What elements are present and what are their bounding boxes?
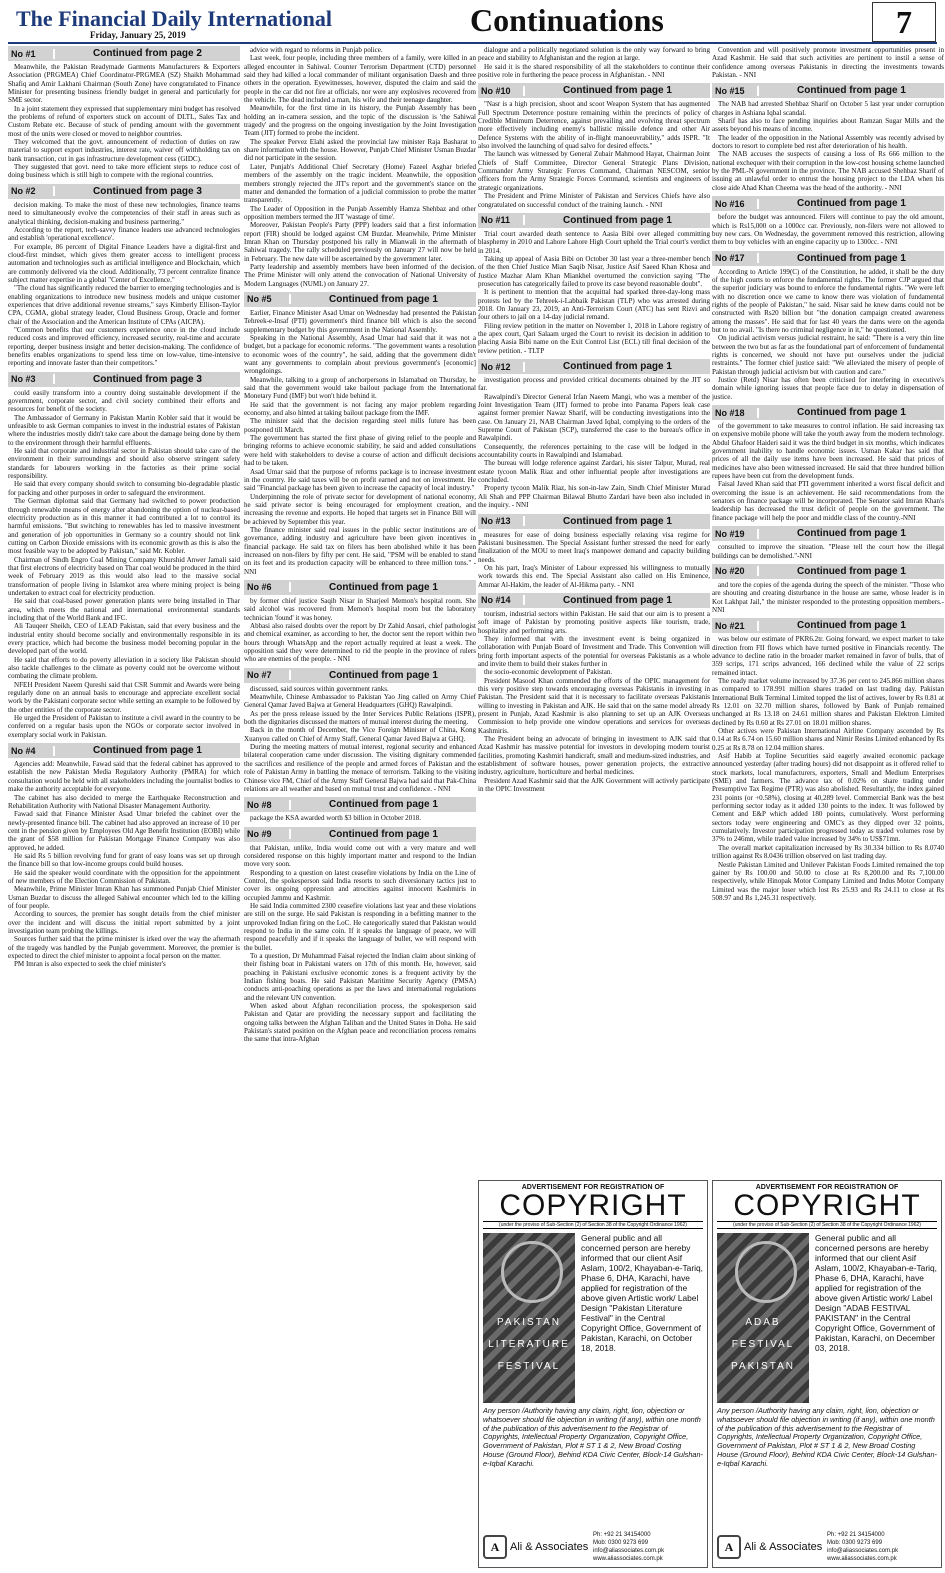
ad-heading: ADVERTISEMENT FOR REGISTRATION OF	[521, 1184, 665, 1191]
article-paragraph: The ready market volume increased by 37.36 per cent to 245.866 million shares as compared to 178.991 million shares traded on last trading day. Pakistan International Bulk Terminal Limited topped the list of actives, lower by Rs 0.81 at Rs 12.01 on 32.70 million shares, followed by Bank of Punjab remained unchanged at Rs 13.18 on 24.61 million shares and Pakistan Elektron Limited declined by Rs 0.60 at Rs 27.01 on 18.01 million shares.	[712, 676, 944, 727]
continued-heading: Continued from page 1	[797, 620, 906, 632]
article-paragraph: Trial court awarded death sentence to Aasia Bibi over alleged committing blasphemy in 2010 and Lahore Lahore High Court upheld the Trial court's verdict in 2014.	[478, 229, 710, 255]
continued-heading: Continued from page 1	[93, 745, 202, 757]
article-number: No #14	[478, 595, 525, 605]
continued-heading: Continued from page 1	[797, 85, 906, 97]
article-paragraph: Meanwhile, talking to a group of anchorpersons in Islamabad on Thursday, he said that the government would take bailout package from the International Monetary Fund (IMF) but won't hide behind it.	[244, 375, 476, 401]
article-paragraph: He said India committed 2300 ceasefire violations last year and these violations are still on the surge. He said Pakistan is responding in a befitting manner to the unprovoked Indian firing on the LoC. He categorically stated that Pakistan would respond to India in the same coin. If it speaks the language of peace, we will respond peacefully and if it speaks the language of bullet, we will respond with the bullet.	[244, 901, 476, 952]
contact-line: info@aliassociates.com.pk	[593, 1548, 665, 1554]
ad-body	[483, 1233, 703, 1403]
article-paragraph: On his part, Iraq's Minister of Labour expressed his willingness to mutually work towards this end. The Special Assistant also called on His Eminence, Ammar Al-Hakim, the leader of Al-Hikma party. - NNI	[478, 563, 710, 589]
article-paragraph: Other actives were Pakistan International Airline Company ascended by Rs 0.14 at Rs 6.74 on 15.60 million shares and Nimir Resins Limited enhanced by Rs 0.25 at Rs 8.78 on 12.04 million shares.	[712, 727, 944, 752]
continued-heading: Continued from page 3	[93, 373, 202, 385]
article-paragraph: was below our estimate of PKR6.2tr. Going forward, we expect market to take direction from FII flows which have turned positive in Financials recently. The advance to decline ratio in the broader market remained in favor of bulls, that of 359 scrips, 171 scrips advanced, 166 declined while the value of 22 scrips remained intact.	[712, 635, 944, 677]
continued-heading: Continued from page 1	[797, 565, 906, 577]
article-paragraph: by former chief justice Saqib Nisar in Sharjeel Memon's hospital room. She said alcohol was recovered from Memon's hospital room but the laboratory technician 'found' it was honey.	[244, 596, 476, 622]
continued-heading: Continued from page 1	[797, 252, 906, 264]
poster-text: LITERATURE	[488, 1339, 570, 1350]
ad-footer	[483, 1531, 703, 1563]
article-paragraph: He said it is the shared responsibility of all the stakeholders to continue their positive role in furthering the peace process in Afghanistan. - NNI	[478, 62, 710, 80]
article-paragraph: "The cloud has significantly reduced the barrier to emerging technologies and is enabling organizations to introduce new business models and unique customer experiences that drive additional revenue streams," says Kimberly Ellison-Taylor CPA, CGMA, global strategy leader, Cloud Business Group, Oracle and former chair of the Association and the American Institute of CPAs (AICPA).	[8, 284, 240, 326]
article-number: No #2	[8, 186, 55, 196]
article-paragraph: He said that every company should switch to consuming bio-degradable plastic for packing and other purposes in order to safeguard the environment.	[8, 480, 240, 497]
article	[712, 83, 944, 192]
article-paragraph: He said that the government is not facing any major problem regarding economy, and also hinted at taking bailout package from the IMF.	[244, 400, 476, 418]
contact-line: www.aliassociates.com.pk	[593, 1556, 663, 1562]
article-number: No #3	[8, 374, 55, 384]
article-paragraph: Meanwhile, Chinese Ambassador to Pakistan Yao Jing called on Army Chief General Qamar Javed Bajwa at General Headquarters (GHQ) Rawalpindi.	[244, 693, 476, 710]
article-paragraph: The Ambassador of Germany in Pakistan Martin Kobler said that it would be unfeasible to ask German companies to invest in the industrial estates of Pakistan where the industries mostly didn't take care about the damage being done by them to the environment through their harmful effluents.	[8, 413, 240, 447]
copyright-title: COPYRIGHT	[733, 1189, 921, 1222]
article-paragraph: The Leader of Opposition in the Punjab Assembly Hamza Shehbaz and other opposition members termed the JIT 'wastage of time'.	[244, 204, 476, 221]
article	[244, 668, 476, 793]
article-header	[8, 184, 240, 199]
article	[244, 827, 476, 1044]
article-paragraph: before the budget was announced. Filers will continue to pay the old amount, which is Rs15,000 on a 1000cc car. Previously, non-filers were not allowed to buy new cars. On Wednesday, the government removed this restriction, allowing them to buy vehicles with an engine capacity up to 1300cc. - NNI	[712, 213, 944, 247]
article-number: No #8	[244, 800, 291, 810]
article	[8, 743, 240, 969]
article-header	[712, 405, 944, 420]
page-number: 7	[872, 2, 936, 42]
article-number: No #1	[8, 49, 55, 59]
continued-heading: Continued from page 1	[329, 293, 438, 305]
article-paragraph: They suggested that govt. need to take more efficient steps to reduce cost of doing business which is still high to compete with the regional countries.	[8, 163, 240, 180]
article-paragraph: could easily transform into a country doing sustainable development if the government, corporate sector, and civil society combined their efforts and resources for benefit of the society.	[8, 388, 240, 414]
article-header	[712, 251, 944, 266]
article-number: No #20	[712, 566, 759, 576]
article	[244, 797, 476, 822]
article-paragraph: dialogue and a politically negotiated solution is the only way forward to bring peace and stability to Afghanistan and the region at large.	[478, 46, 710, 63]
article-paragraph: Chairman of Sindh Engro Coal Mining Company Khurshid Anwer Jamali said that first electrons of electricity based on Thar coal would be produced in the third week of February 2019 as this would also lead to the massive social transformation of people living in Islamkot area where mining project is being undertaken to extract coal for electricity production.	[8, 555, 240, 597]
article-paragraph: He urged the President of Pakistan to institute a civil award in the country to be conferred on a regular basis upon the NGOs or corporate sector involved in exemplary social work in Pakistan.	[8, 714, 240, 739]
article-header	[244, 292, 476, 307]
continued-heading: Continued from page 1	[563, 515, 672, 527]
article-paragraph: Rawalpindi's Director General Irfan Naeem Mangi, who was a member of the Joint Investigation Team (JIT) formed to probe into Panama Papers leak case against former premier Nawaz Sharif, will be conducting investigations into the case. On January 21, NAB Chairman Javed Iqbal, complying to the orders of the Supreme Court of Pakistan (SCP), transferred the case to the bureau's office in Rawalpindi.	[478, 392, 710, 443]
article-paragraph: The speaker Pervez Elahi asked the provincial law minister Raja Basharat to share information with the house. However, Punjab Chief Minister Usman Buzdar did not participate in the session.	[244, 137, 476, 163]
article-paragraph: President Masood Khan commended the efforts of the OPIC management for this very positive step towards encouraging overseas Pakistanis in investing in Pakistan. The President said that it is necessary to facilitate overseas Pakistanis willing to investing in Pakistan and AJK. He said that on the same model already present in Punjab, Azad Kashmir is also planning to set up an AJK Overseas Commission to help provide one window operations and services for overseas Kashmiris.	[478, 676, 710, 735]
contact-line: info@aliassociates.com.pk	[827, 1548, 899, 1554]
article-paragraph: Sources further said that the prime minister is irked over the way the aftermath of the tragedy was handled by the Punjab government. Moreover, the premier is expected to direct the chief minister to appoint a focal person on the matter.	[8, 935, 240, 961]
article-paragraph: The leader of the opposition in the National Assembly was recently advised by doctors to resort to complete bed rest after deterioration of his health.	[712, 133, 944, 151]
contact-line: Mob: 0300 9273 699	[593, 1540, 649, 1546]
article-number: No #6	[244, 582, 291, 592]
article-paragraph: Filing review petition in the matter on November 1, 2018 in Lahore registry of the apex court, Qari Salaam urged the Court to revisit its decision in addition to placing Aasia Bibi name on the Exit Control List (ECL) till final decision of the review petition. - TLTP	[478, 321, 710, 355]
masthead-rule	[8, 42, 937, 44]
article-paragraph: He said that corporate and industrial sector in Pakistan should take care of the environment in their surroundings and should also observe stringent safety standards for labourers working in the factories as their prime social responsibility.	[8, 447, 240, 481]
article-paragraph: Asad Umar said that the purpose of reforms package is to increase investment in the country. He said taxes will be on profit earned and not on investment. He said "Financial package has been given to increase the capacity of local industry."	[244, 467, 476, 493]
article-paragraph: Consequently, the references pertaining to the case will be lodged in the accountability courts in Rawalpindi and Islamabad.	[478, 442, 710, 460]
article-number: No #17	[712, 253, 759, 263]
ad-body	[717, 1233, 937, 1403]
continued-heading: Continued from page 1	[329, 581, 438, 593]
article	[478, 83, 710, 208]
article-paragraph: He said Rs 5 billion revolving fund for grant of easy loans was set up through the finance bill so that low-income groups could build houses.	[8, 851, 240, 869]
article-paragraph: Meanwhile, Prime Minister Imran Khan has summoned Punjab Chief Minister Usman Buzdar to discuss the alleged Sahiwal encounter which led to the killing of four people.	[8, 885, 240, 910]
ad-legal-line: (under the proviso of Sub-Section (2) of Section 38 of the Copyright Ordinance 1962)	[483, 1221, 703, 1229]
article-paragraph: investigation process and provided critical documents obtained by the JIT so far.	[478, 376, 710, 393]
article-number: No #4	[8, 746, 55, 756]
article-paragraph: "Common benefits that our customers experience once in the cloud include reduced costs and improved efficiency, increased security, real-time and accurate reporting, deeper business insight and better decision-making. The confidence of benefits enables organizations to spend less time on low-value, time-intensive reporting and innovate faster than their competitors."	[8, 325, 240, 368]
continued-heading: Continued from page 1	[329, 669, 438, 681]
article	[244, 46, 476, 288]
copyright-ad-1	[478, 1180, 708, 1568]
article-header	[478, 593, 710, 608]
article-paragraph: He said the speaker would coordinate with the opposition for the appointment of new members of the Election Commission of Pakistan.	[8, 868, 240, 885]
firm-contacts	[827, 1531, 937, 1563]
firm-name: Ali & Associates	[510, 1540, 589, 1553]
firm-logo	[483, 1535, 593, 1559]
article-paragraph: The minister said that the decision regarding steel mills future has been postponed till March.	[244, 417, 476, 434]
article-paragraph: of the government to take measures to control inflation. He said increasing tax on expensive mobile phone will take the youth away from the modern technology. Abdul Ghafoor Haideri said it was the third budget in six months, which indicates government inability to handle economic issues. Usman Kakar has said that prices of all the daily use items have been increased. He said that prices of medicines have also been witnessed increased. He said that three hundred billion rupees have been cut from the development funds.	[712, 422, 944, 481]
article-paragraph: To a question, Dr Muhammad Faisal rejected the Indian claim about sinking of their fishing boat in Pakistani waters on 17th of this month. He, however, said poaching in Pakistani exclusive economic zones is a frequent activity by the Indian fishing boats. He said Pakistan Maritime Security Agency (PMSA) conducts anti-poaching operations as per the laws and international regulations and the relevant UN convention.	[244, 952, 476, 1002]
article-paragraph: The NAB accuses the suspects of causing a loss of Rs 666 million to the national exchequer with their corruption in the low-cost housing scheme launched by the PML-N government in the province. The NAB accused Shehbaz Sharif of issuing an unlawful order to entrust the housing project to the LDA when his close aide Ahad Khan Cheema was the head of the authority. - NNI	[712, 150, 944, 192]
article-paragraph: As per the press release issued by the Inter Services Public Relations (ISPR), both the dignitaries discussed the matters of mutual interest during the meeting.	[244, 709, 476, 727]
article-number: No #16	[712, 199, 759, 209]
ad-objection-text: Any person /Authority having any claim, right, lion, objection or whatsoever should file objection in writing (if any), within one month of the publication of this advertisement to the Registrar of Copyrights, Intellectual Property Organization, Copyright Office, Government of Pakistan, Plot # ST 1 & 2, New Broad Costing House (Ground Floor), Behind KDA Civic Center, Block-14 Gulshan-e-Iqbal Karachi.	[483, 1406, 703, 1468]
article-paragraph: The President being an advocate of bringing in investment to AJK said that Azad Kashmir has massive potential for investors in developing modern tourist facilities, promoting Kashmiri handicraft, small and medium-sized industries, and establishment of software houses, power generation projects, the extractive industry, agriculture, horticulture and herbal medicines.	[478, 735, 710, 777]
column-2	[244, 46, 476, 1566]
article-header	[8, 372, 240, 387]
continued-heading: Continued from page 1	[563, 85, 672, 97]
article-paragraph: Earlier, Finance Minister Asad Umar on Wednesday had presented the Pakistan Tehreek-e-Insaf (PTI) government's third finance bill which is also the second supplementary budget by this government in the National Assembly.	[244, 308, 476, 334]
poster-text: FESTIVAL	[731, 1339, 795, 1350]
contact-line: Ph: +92 21 34154000	[593, 1532, 651, 1538]
article-header	[478, 514, 710, 529]
article-paragraph: Fawad said that Finance Minister Asad Umar briefed the cabinet over the newly-presented finance bill. The cabinet had also approved an increase of 10 per cent in the pension given by Employees Old Age Benefit Institution (EOBI) while the grant of $58 million for Pakistan Mortgage Finance Company was also approved, he added.	[8, 810, 240, 852]
poster-emblem-icon	[735, 1241, 797, 1303]
article	[8, 184, 240, 368]
article-paragraph: According to sources, the premier has sought details from the chief minister over the incident and will discuss the initial report submitted by a joint investigation team probing the killings.	[8, 910, 240, 935]
article-number: No #15	[712, 86, 759, 96]
article-header	[244, 827, 476, 842]
article-paragraph: Abbasi also raised doubts over the report by Dr Zahid Ansari, chief pathologist and chemical examiner, as according to her, the doctor sent the report within two hours through WhatsApp and the report actually required at least a week. The opposition said they were determined to rid the people in the province of rulers who are enemies of the people. - NNI	[244, 622, 476, 664]
article-paragraph: Property tycoon Malik Riaz, his son-in-law Zain, Sindh Chief Minister Murad Ali Shah and PPP Chairman Bilawal Bhutto Zardari have been also included in the inquiry. - NNI	[478, 484, 710, 510]
article-paragraph: package the KSA awarded worth $3 billion in October 2018.	[250, 814, 422, 823]
article-paragraph: During the meeting matters of mutual interest, regional security and enhanced bilateral cooperation came under discussion. The visiting dignitary commended the sacrifices and resilience of the people and armed forces of Pakistan and the role of Pakistan Army in battling the menace of terrorism. Talking to the visiting Chinese vice FM, Chief of the Army Staff General Bajwa had said that Pak-China relations are all weather and based on mutual trust and confidence. - NNI	[244, 743, 476, 793]
article-number: No #18	[712, 408, 759, 418]
article-paragraph: discussed, said sources within government ranks.	[250, 684, 389, 693]
article-paragraph: Responding to a question on latest ceasefire violations by India on the Line of Control, the spokesperson said India resorts to such diversionary tactics just to cover its ongoing oppression and atrocities against innocent Kashmiris in occupied Jammu and Kashmir.	[244, 868, 476, 902]
article-number: No #9	[244, 829, 291, 839]
article-paragraph: that Pakistan, unlike, India would come out with a very mature and well considered response on this highly important matter and respond to the Indian move very soon.	[244, 843, 476, 869]
poster-text: FESTIVAL	[497, 1361, 561, 1372]
festival-poster-image	[483, 1233, 575, 1403]
article-paragraph: He said that efforts to do poverty alleviation in a society like Pakistan should also tackle challenges to the climate as poverty could not be overcome without combating the climate problem.	[8, 655, 240, 681]
continued-heading: Continued from page 1	[797, 407, 906, 419]
article-header	[712, 83, 944, 98]
article-paragraph: Nestle Pakistan Limited and Unilever Pakistan Foods Limited remained the top gainer by Rs 100.00 and 50.00 to close at Rs 8,200.00 and Rs 7,100.00 respectively, while Hinopak Motor Company Limited and Indus Motor Company Limited was the major loser which lost Rs 25.93 and Rs 24.11 to close at Rs 508.97 and Rs 1,245.31 respectively.	[712, 860, 944, 902]
article-header	[712, 196, 944, 211]
article-paragraph: For example, 86 percent of Digital Finance Leaders have a digital-first and cloud-first mindset, which gives them greater access to intelligent process automation and technologies such as artificial intelligence and Blockchain, which are commonly delivered via the cloud. Additionally, 73 percent centralize finance subject matter expertise in a global "Center of Excellence."	[8, 242, 240, 284]
article-paragraph: Back in the month of December, the Vice Foreign Minister of China, Kong Xuanyou called on Chief of Army Staff, General Qamar Javed Bajwa at GHQ.	[244, 726, 476, 743]
article-paragraph: Party leadership and assembly members have been informed of the decision. The Prime Minister will only attend the convocation of National University of Modern Languages (NUML) on January 27.	[244, 262, 476, 288]
article-number: No #13	[478, 516, 525, 526]
article-paragraph: Agencies add: Meanwhile, Fawad said that the federal cabinet has approved to establish the new Pakistan Media Regulatory Authority (PMRA) for which consultation would be held with all stakeholders including the journalist bodies to make the authority acceptable for everyone.	[8, 760, 240, 794]
continued-heading: Continued from page 1	[563, 594, 672, 606]
festival-poster-image	[717, 1233, 809, 1403]
article-paragraph: Justice (Retd) Nisar has often been criticised for interfering in executive's domain while ignoring issues that people face due to delay in dispensation of justice.	[712, 376, 944, 401]
article	[712, 526, 944, 560]
copyright-ad-2	[712, 1180, 942, 1568]
article-paragraph: Convention and will positively promote investment opportunities present in Azad Kashmir. He said that such activities are pertinent to instil a sense of confidence among overseas Pakistanis in directing the investments towards Pakistan. - NNI	[712, 46, 944, 80]
article-paragraph: The bureau will lodge reference against Zardari, his sister Talpur, Murad, real estate tycoon Malik Riaz and other influential people after investigations are concluded.	[478, 459, 710, 485]
contact-line: Mob: 0300 9273 699	[827, 1540, 883, 1546]
article-paragraph: decision making. To make the most of these new technologies, finance teams need to simultaneously evolve the competencies of their staff in areas such as analytical thinking, decision-making and business partnering."	[8, 200, 240, 226]
section-title: Continuations	[470, 2, 664, 38]
article-paragraph: Sharif has also to face pending inquiries about Ramzan Sugar Mills and the assets beyond his means of income.	[712, 117, 944, 134]
article-paragraph: NFEH President Naeem Qureshi said that CSR Summit and Awards were being regularly done on an annual basis to encourage and appreciate excellent social work by the Pakistani corporate sector while setting an example to be followed by the other entities of the corporate sector.	[8, 680, 240, 714]
article-header	[244, 580, 476, 595]
article-paragraph: The finance minister said real issues in the public sector institutions are of governance, adding industry and agriculture have been given incentives in financial package. He said tax on filers has been abolished while it has been increased on non-filers by fifty per cent. He said, "PSM will be enabled to stand on its feet and its production capacity will be enhanced to three million tons." - NNI	[244, 525, 476, 576]
article-paragraph: The cabinet has also decided to merge the Earthquake Reconstruction and Rehabilitation Authority with National Disaster Management Authority.	[8, 793, 240, 810]
article-paragraph: Taking up appeal of Aasia Bibi on October 30 last year a three-member bench of the then Chief Justice Mian Saqib Nisar, Justice Asif Saeed Khan Khosa and Justice Mazhar Alam Khan Miankhel overturned the conviction saying "The prosecution has categorically failed to prove its case beyond reasonable doubt".	[478, 254, 710, 288]
article-paragraph: Later, Punjab's Additional Chief Secretary (Home) Fazeel Asghar briefed members of the assembly on the tragic incident. Meanwhile, the opposition members strongly rejected the JIT's report and the government's stance on the matter and demanded the formation of a judicial commission to probe the matter transparently.	[244, 162, 476, 205]
masthead	[0, 0, 945, 40]
article	[244, 292, 476, 576]
contact-line: Ph: +92 21 34154000	[827, 1532, 885, 1538]
article-paragraph: It is pertinent to mention that the acquittal had sparked three-day-long mass protests led by the Tehreek-i-Labbaik Pakistan (TLP) who was arrested during 2018. On January 23, 2019, an Anti-Terrorism Court (ATC) has sent Rizvi and four others to jail on a 14-day judicial remand.	[478, 288, 710, 322]
article-paragraph: the socio-economic development of Pakistan.	[484, 668, 613, 677]
article	[478, 46, 710, 79]
column-1	[8, 46, 240, 1566]
poster-text: PAKISTAN	[731, 1361, 795, 1372]
article	[712, 196, 944, 246]
ad-footer	[717, 1531, 937, 1563]
article	[712, 405, 944, 522]
article-number: No #7	[244, 670, 291, 680]
article	[478, 213, 710, 355]
article-number: No #10	[478, 86, 525, 96]
continued-heading: Continued from page 3	[93, 185, 202, 197]
article-paragraph: When asked about Afghan reconciliation process, the spokesperson said Pakistan and Qatar are providing the necessary support and facilitating the ongoing talks between the Afghan Taliban and the United States in Doha. He said Pakistan's stated position on the Afghan peace and reconciliation process remains the same that intra-Afghan	[244, 1002, 476, 1044]
article-header	[8, 743, 240, 758]
article-paragraph: Meanwhile, the Pakistan Readymade Garments Manufacturers & Exporters Association (PRGMEA) Chief Coordinator-PRGMEA (SZ) Shaikh Mohammad Shafiq and Amir Lakhani Chairman (South Zone) have congratulated to Finance Minister for presenting business friendly budget in general and particularly for SME sector.	[8, 63, 240, 105]
article-paragraph: The government has started the first phase of giving relief to the people and bringing reforms to achieve economic stability, he said and added consultations were held with stakeholders to devise a course of action and difficult decisions had to be taken.	[244, 434, 476, 468]
article	[478, 593, 710, 794]
article-paragraph: According to Article 199(C) of the Constitution, he added, it shall be the duty of the high courts to enforce the fundamental rights. The former CJP argued that the superior judiciary was bound to enforce the fundamental rights. "We were left with no discretion once we came to know there was violation of fundamental rights of the people of Pakistan," he said. Nisar said he knew dams could not be constructed with Rs20 billion but "the donation campaign created awareness among the masses". He said that for last 40 years the dams were on the agenda but to no avail. "Is there no criminal negligence in it," he questioned.	[712, 267, 944, 334]
ad-heading: ADVERTISEMENT FOR REGISTRATION OF	[755, 1184, 899, 1191]
continued-heading: Continued from page 1	[563, 361, 672, 372]
article	[712, 251, 944, 402]
article-paragraph: The President and Prime Minister of Pakistan and Services Chiefs have also congratulated on successful conduct of the training launch. - NNI	[478, 192, 710, 209]
poster-text: PAKISTAN	[497, 1317, 561, 1328]
article-paragraph: In a joint statement they expressed that supplementary mini budget has resolved the problems of refund of exporters stuck on account of DLTL, Sales Tax and Custom Rebate etc. Because of stuck of pending amount with the government most of the units were closed or moved to neighbor countries.	[8, 104, 240, 138]
article-paragraph: Asif Habib at Topline Securities said eagerly awaited economic package announced yesterday (after trading hours) did not disappoint as it offered relief to stock markets, local manufacturers, exporters, Small and Medium Enterprises (SME) and farmers. The advance tax of 0.02% on share trading under Presumptive Tax Regime (PTR) was also abolished. Resultantly, the index gained 231 points (or +0.58%), closing at 40,289 level. Commercial Bank was the best performing sector today as it added 130 points to the index. It was followed by Cement and E&P which added 180 points, cumulatively. Worst performing sectors today were engineering and OMC's as they dipped over 32 points, cumulatively. Investor participation progressed today as traded volumes rose by 37% to 246mn, while traded value increased by 34% to US$71mn.	[712, 752, 944, 844]
continued-heading: Continued from page 1	[329, 828, 438, 840]
article-paragraph: Meanwhile, for the first time in its history, the Punjab Assembly has been holding an in-camera session, and the topic of the discussion is 'the Sahiwal tragedy' and the progress on the ongoing investigation by the Joint Investigation Team (JIT) formed to probe the incident.	[244, 104, 476, 138]
poster-emblem-icon	[501, 1241, 563, 1303]
issue-date: Friday, January 25, 2019	[90, 30, 186, 40]
article	[478, 359, 710, 510]
article-paragraph: He said that coal-based power generation plants were being installed in Thar area, which meets the national and international environmental standards including that of the World Bank and IFC.	[8, 597, 240, 622]
article-paragraph: The launch was witnessed by General Zubair Mahmood Hayat, Chairman Joint Chiefs of Staff Committee, Director General Strategic Plans Division, Commander Army Strategic Forces Command, Chairman NESCOM, senior officers from the Army Strategic Forces Command, scientists and engineers of strategic organizations.	[478, 150, 710, 192]
ad-notice-text: General public and all concerned persons are hereby informed that our client Asif Aslam, 100/2, Khayaban-e-Tariq, Phase 6, DHA, Karachi, have applied for registration of the above given Artistic work/ Label Design "ADAB FESTIVAL PAKISTAN" in the Central Copyright Office, Government of Pakistan, Karachi, on December 03, 2018.	[815, 1233, 937, 1353]
article-header	[712, 526, 944, 541]
continued-heading: Continued from page 1	[329, 799, 438, 811]
continued-heading: Continued from page 1	[797, 528, 906, 540]
copyright-title: COPYRIGHT	[499, 1189, 687, 1222]
article-paragraph: They informed that with the investment event is being organized in collaboration with Punjab Board of Investment and Trade. This Convention will bring forth important aspects of the potential for overseas Pakistanis as a whole and invite them to build their stakes further in	[478, 634, 710, 668]
article-header	[712, 618, 944, 633]
article-paragraph: Ali Tauqeer Sheikh, CEO of LEAD Pakistan, said that every business and the industrial entity should become socially and environmentally responsible in its every practice, which had become the business model becoming popular in the developed part of the world.	[8, 622, 240, 656]
article-paragraph: Last week, four people, including three members of a family, were killed in an alleged encounter in Sahiwal. Counter Terrorism Department (CTD) personnel said they had killed a local commander of militant organisation Daesh and three others in the operation. Eyewitnesses, however, disputed the claim and said the people in the car did not fire at officials, nor were any explosives recovered from the vehicle. The dead included a man, his wife and their teenage daughter.	[244, 54, 476, 105]
continued-heading: Continued from page 2	[93, 48, 202, 59]
article	[712, 46, 944, 79]
article	[712, 564, 944, 614]
article-paragraph: consulted to improve the situation. "Please tell the court how the illegal buildings can be demolished."-NNI	[712, 543, 944, 560]
firm-logo	[717, 1535, 827, 1559]
article-paragraph: They welcomed that the govt. announcement of reduction of duties on raw material to support export industries, interest rate, waiver off withholding tax on bank transaction, cut in gas infrastructure development cess (GIDC).	[8, 138, 240, 163]
article-paragraph: According to the report, tech-savvy finance leaders use advanced technologies and establish 'operational excellence'.	[8, 225, 240, 243]
continued-heading: Continued from page 1	[563, 214, 672, 226]
article-number: No #12	[478, 362, 525, 372]
article	[712, 618, 944, 902]
article-header	[244, 797, 476, 812]
firm-logo-icon: A	[483, 1535, 507, 1559]
article-paragraph: tourism, industrial sectors within Pakistan. He said that our aim is to present a soft image of Pakistan by promoting positive aspects like tourism, trade, hospitality and performing arts.	[478, 609, 710, 635]
article-paragraph: Speaking in the National Assembly, Asad Umar had said that it was not a budget, but a package for economic reforms. "The government wants a resolution to economic woes of the country", he said, adding that the government didn't want any governments to complain about previous government's [economic] wrongdoings.	[244, 334, 476, 376]
paper-name: The Financial Daily International	[16, 6, 332, 31]
article-paragraph: President Azad Kashmir said that the AJK Government will actively participate in the OPIC Investment	[478, 776, 710, 794]
article-header	[8, 46, 240, 61]
article-paragraph: Moreover, Pakistan People's Party (PPP) leaders said that a first information report (FIR) should be lodged against CM Buzdar. Meanwhile, Prime Minister Imran Khan on Thursday postponed his rally in Mianwali in the aftermath of Sahiwal tragedy. The rally scheduled previously on January 27 will now be held in February. The new date will be ascertained by the government later.	[244, 221, 476, 263]
article-header	[478, 213, 710, 228]
article	[244, 580, 476, 664]
article-paragraph: measures for ease of doing business especially relaxing visa regime for Pakistani businessmen. The Special Assistant further stressed the need for early finalization of the MOU to meet Iraq's manpower demand and capacity building needs.	[478, 530, 710, 564]
article-number: No #19	[712, 529, 759, 539]
article-number: No #11	[478, 215, 525, 225]
article	[478, 514, 710, 589]
article-paragraph: The overall market capitalization increased by Rs 30.334 billion to Rs 8.0740 trillion against Rs 8.0436 trillion observed on last trading day.	[712, 843, 944, 861]
firm-logo-icon: A	[717, 1535, 741, 1559]
article-paragraph: On judicial activism versus judicial restraint, he said: "There is a very thin line between the two but as far as the foundational part of enforcement of fundamental rights is concerned, we should not have put ourselves under the judicial restraints." The former chief justice said: "We alleviated the misery of people of Pakistan through judicial activism but with caution and care."	[712, 334, 944, 376]
poster-text: ADAB	[745, 1317, 781, 1328]
article-paragraph: Underpinning the role of private sector for development of national economy, he said private sector is being encouraged for employment creation, and increasing the revenue and exports. He hoped that targets set in Finance Bill will be achieved by September this year.	[244, 492, 476, 526]
article-header	[478, 83, 710, 98]
article	[8, 372, 240, 739]
article-paragraph: The German diplomat said that Germany had switched to power production through renewable means of energy after abandoning the option of nuclear-based electricity production as in this manner it had contributed a lot to control its harmful emissions. "But switching to renewables has led to massive investment and generation of job opportunities in Germany so a country should not link cutting on Carbon Dioxide emissions with its economic growth as this is also the most feasible way to be adopted by Pakistan," said Mr. Kobler.	[8, 497, 240, 556]
article-paragraph: Faisal Javed Khan said that PTI government inherited a worst fiscal deficit and overcoming the issue is an achievement. He said recommendations from the senators on finance package will be incorporated. The Senator said Imran Khan's leadership has decreased the trust deficit of people on the government. The finance package will help the poor and middle class of the country.-NNI	[712, 480, 944, 522]
article-header	[478, 359, 710, 374]
article-paragraph: "Nasr is a high precision, shoot and scoot Weapon System that has augmented Full Spectrum Deterrence posture remaining within the precincts of policy of Credible Minimum Deterrence, against prevailing and evolving threat spectrum more effectively including enemy's ballistic missile defence and other Air Defence Systems with the ability of in-flight manoeuvrability," adds ISPR. "It also involved the launching of quad salvo for desired effects."	[478, 100, 710, 151]
contact-line: www.aliassociates.com.pk	[827, 1556, 897, 1562]
article-number: No #21	[712, 621, 759, 631]
article	[8, 46, 240, 180]
article-paragraph: and tore the copies of the agenda during the speech of the minister. "Those who are shouting and creating disturbance in the house are same, whose leader is in Kot Lakhpat Jail," the minister responded to the protesting opposition members.-NNI	[712, 580, 944, 614]
article-paragraph: PM Imran is also expected to seek the chief minister's	[14, 960, 166, 969]
article-header	[244, 668, 476, 683]
article-paragraph: advice with regard to reforms in Punjab police.	[250, 46, 383, 54]
ad-legal-line: (under the proviso of Sub-Section (2) of Section 38 of the Copyright Ordinance 1962)	[717, 1221, 937, 1229]
firm-contacts	[593, 1531, 703, 1563]
firm-name: Ali & Associates	[744, 1540, 823, 1553]
continued-heading: Continued from page 1	[797, 198, 906, 210]
article-header	[712, 564, 944, 579]
ad-notice-text: General public and all concerned person are hereby informed that our client Asif Aslam, 100/2, Khayaban-e-Tariq, Phase 6, DHA, Karachi, have applied for registration of the above given Artistic work/ Label Design "Pakistan Literature Festival" in the Central Copyright Office, Government of Pakistan, Karachi, on October 18, 2018.	[581, 1233, 703, 1353]
article-number: No #5	[244, 294, 291, 304]
ad-objection-text: Any person /Authority having any claim, right, lion, objection or whatsoever should file objection in writing (if any), within one month of the publication of this advertisement to the Registrar of Copyrights, Intellectual Property Organization, Copyright Office, Government of Pakistan, Plot # ST 1 & 2, New Broad Costing House (Ground Floor), Behind KDA Civic Center, Block-14 Gulshan-e-Iqbal Karachi.	[717, 1406, 937, 1468]
article-paragraph: The NAB had arrested Shehbaz Sharif on October 5 last year under corruption charges in Ashiana Iqbal scandal.	[712, 100, 944, 117]
